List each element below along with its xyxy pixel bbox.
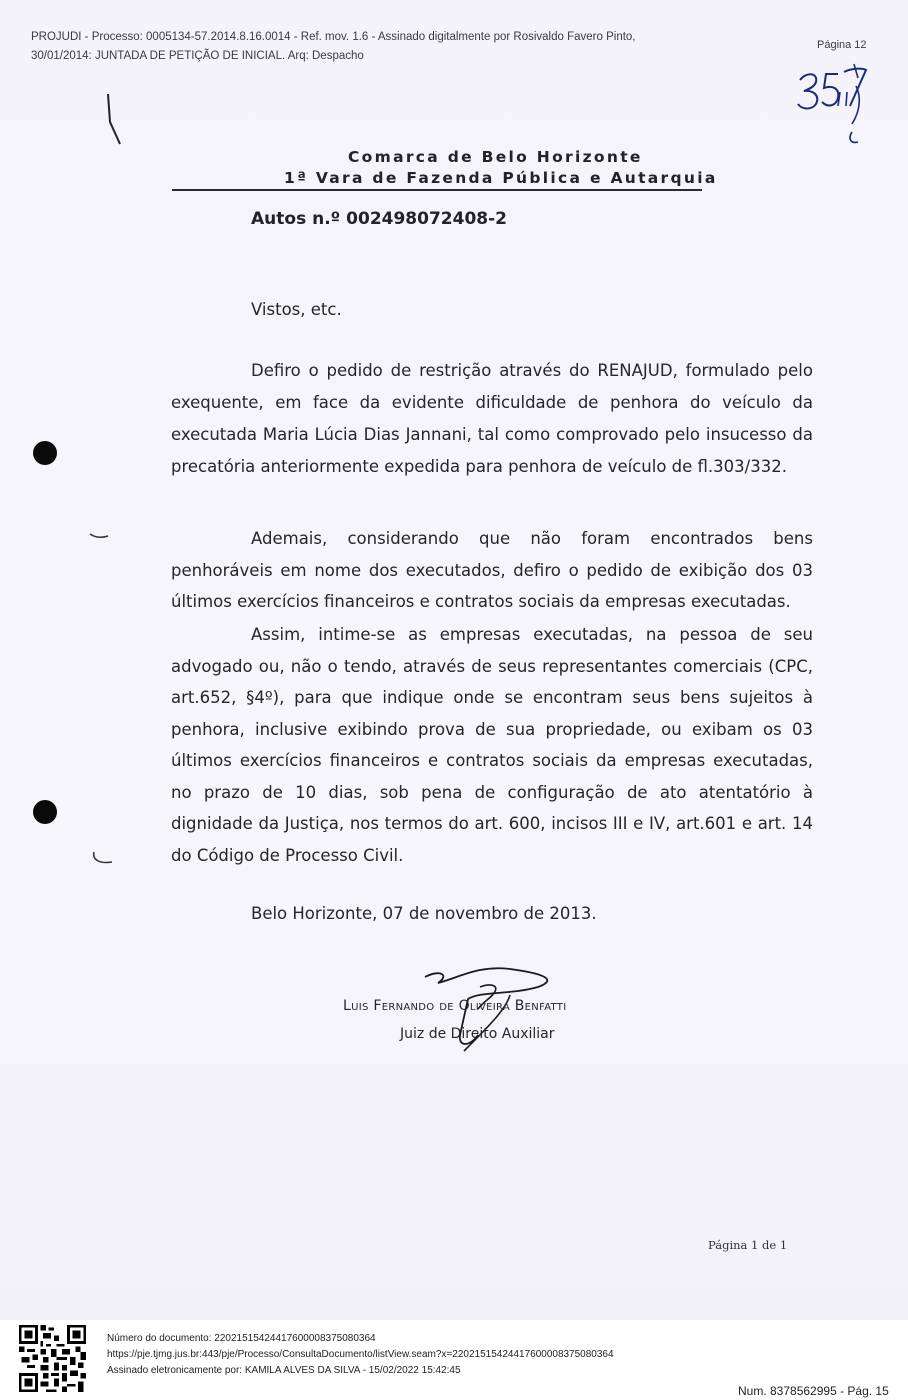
document-page-number: Num. 8378562995 - Pág. 15	[738, 1384, 889, 1398]
paragraph-exhibition: Ademais, considerando que não foram encontrados bens penhoráveis em nome dos executados, defiro o pedido de exibição dos 03 últimos exercícios financeiros e contratos sociais da empresas executadas.	[171, 529, 813, 611]
margin-tick-mark	[88, 530, 110, 544]
court-division: 1ª Vara de Fazenda Pública e Autarquia	[284, 169, 718, 187]
margin-stroke-mark	[100, 90, 130, 150]
header-divider	[172, 189, 702, 191]
projudi-header-line-2: 30/01/2014: JUNTADA DE PETIÇÃO DE INICIAL. Arq: Despacho	[31, 50, 364, 62]
judge-role: Juiz de Direito Auxiliar	[400, 1026, 555, 1042]
paragraph-renajud: Defiro o pedido de restrição através do RENAJUD, formulado pelo exequente, em face da evidente dificuldade de penhora do veículo da executada Maria Lúcia Dias Jannani, tal como comprovado pelo insucesso da precatória anteriormente expedida para penhora de veículo de fl.303/332.	[171, 361, 813, 476]
handwritten-page-number	[792, 58, 882, 153]
page-count-footer: Página 1 de 1	[708, 1238, 788, 1252]
salutation: Vistos, etc.	[251, 300, 342, 319]
punch-hole-upper	[33, 441, 57, 465]
projudi-header-line-1: PROJUDI - Processo: 0005134-57.2014.8.16.0014 - Ref. mov. 1.6 - Assinado digitalmente por Rosivaldo Favero Pinto,	[31, 31, 636, 43]
electronic-signature-line: Assinado eletronicamente por: KAMILA ALVES DA SILVA - 15/02/2022 15:42:45	[107, 1365, 461, 1376]
punch-hole-lower	[33, 800, 57, 824]
margin-tick-mark	[90, 850, 116, 870]
qr-code-icon	[19, 1325, 86, 1392]
document-number: Número do documento: 22021515424417600008375080364	[107, 1333, 376, 1344]
document-url[interactable]: https://pje.tjmg.jus.br:443/pje/Processo/ConsultaDocumento/listView.seam?x=22021515424417600008375080364	[107, 1349, 614, 1360]
case-number: Autos n.º 002498072408-2	[251, 209, 507, 229]
court-name: Comarca de Belo Horizonte	[348, 148, 643, 166]
paragraph-summons: Assim, intime-se as empresas executadas, na pessoa de seu advogado ou, não o tendo, através de seus representantes comerciais (CPC, art.652, §4º), para que indique onde se encontram seus bens sujeitos à penhora, inclusive exibindo prova de sua propriedade, ou exibam os 03 últimos exercícios financeiros e contratos sociais da empresas executadas, no prazo de 10 dias, sob pena de configuração de ato atentatório à dignidade da Justiça, nos termos do art. 600, incisos III e IV, art.601 e art. 14 do Código de Processo Civil.	[171, 625, 813, 865]
judge-name: Luis Fernando de Oliveira Benfatti	[343, 998, 567, 1014]
date-line: Belo Horizonte, 07 de novembro de 2013.	[251, 904, 597, 923]
page-label: Página 12	[817, 39, 867, 51]
